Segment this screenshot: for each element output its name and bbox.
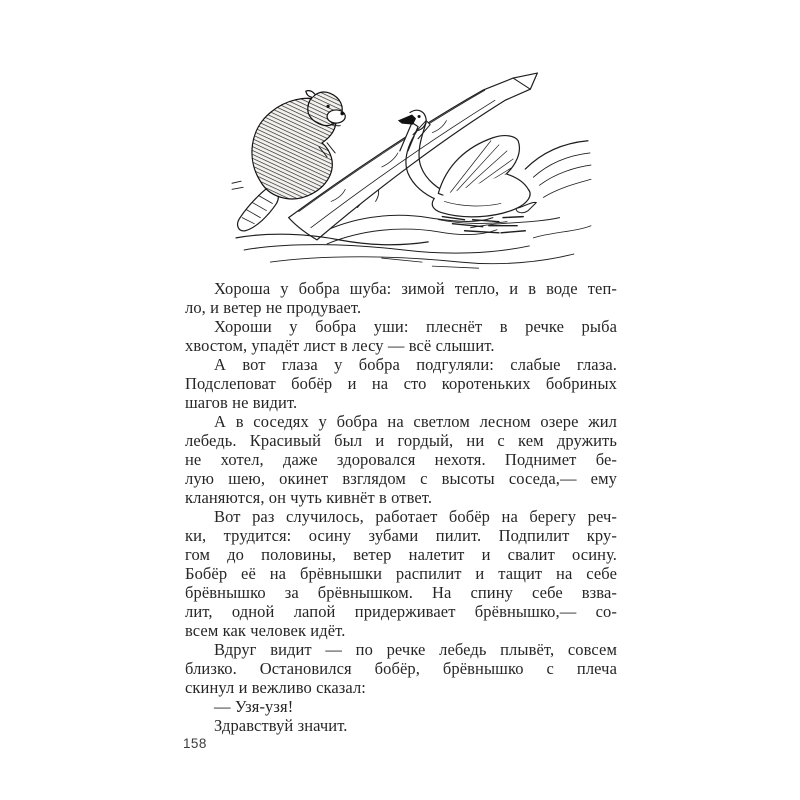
text-line: Здравствуй значит.: [214, 716, 348, 735]
paragraph: [185, 716, 617, 735]
paragraph: [185, 355, 617, 412]
text-line: — Узя-узя!: [214, 697, 294, 716]
text-line: Вдруг видит — по речке лебедь плывёт, совсем: [214, 640, 617, 659]
text-line: Бобёр её на брёвнышки распилит и тащит на себе: [185, 564, 617, 583]
text-line: лебедь. Красивый был и гордый, ни с кем дружить: [185, 431, 617, 450]
text-line: ло, и ветер не продувает.: [185, 298, 362, 317]
story-text: [185, 279, 617, 735]
text-line: Хороши у бобра уши: плеснёт в речке рыба: [214, 317, 617, 336]
text-line: шагов не видит.: [185, 393, 298, 412]
text-line: Вот раз случилось, работает бобёр на берегу реч-: [214, 507, 617, 526]
water-ripples: [236, 217, 591, 269]
text-line: А вот глаза у бобра подгуляли: слабые глаза.: [214, 355, 617, 374]
text-line: брёвнышко за брёвнышком. На спину себе взва-: [185, 583, 617, 602]
text-line: ки, трудится: осину зубами пилит. Подпилит кру-: [185, 526, 617, 545]
text-line: А в соседях у бобра на светлом лесном озере жил: [214, 412, 617, 431]
page-number: 158: [183, 736, 207, 751]
text-line: близко. Остановился бобёр, брёвнышко с плеча: [185, 659, 617, 678]
text-line: не хотел, даже здоровался нехотя. Поднимет бе-: [185, 450, 617, 469]
paragraph: [185, 317, 617, 355]
text-line: всем как человек идёт.: [185, 621, 346, 640]
paragraph: [185, 412, 617, 507]
text-line: скинул и вежливо сказал:: [185, 678, 366, 697]
text-line: Подслеповат бобёр и на сто коротеньких бобриных: [185, 374, 617, 393]
text-line: Хороша у бобра шуба: зимой тепло, и в воде теп-: [214, 279, 617, 298]
text-line: гом до половины, ветер налетит и свалит осину.: [185, 545, 617, 564]
paragraph: [185, 507, 617, 640]
paragraph: [185, 697, 617, 716]
text-line: кланяются, он чуть кивнёт в ответ.: [185, 488, 433, 507]
story-illustration: [230, 48, 594, 274]
text-line: лую шею, окинет взглядом с высоты соседа,— ему: [185, 469, 617, 488]
illustration-svg: [230, 48, 594, 274]
swan-figure: [398, 110, 537, 217]
text-line: лит, одной лапой придерживает брёвнышко,— со-: [185, 602, 617, 621]
text-line: хвостом, упадёт лист в лесу — всё слышит.: [185, 336, 495, 355]
paragraph: [185, 640, 617, 697]
paragraph: [185, 279, 617, 317]
